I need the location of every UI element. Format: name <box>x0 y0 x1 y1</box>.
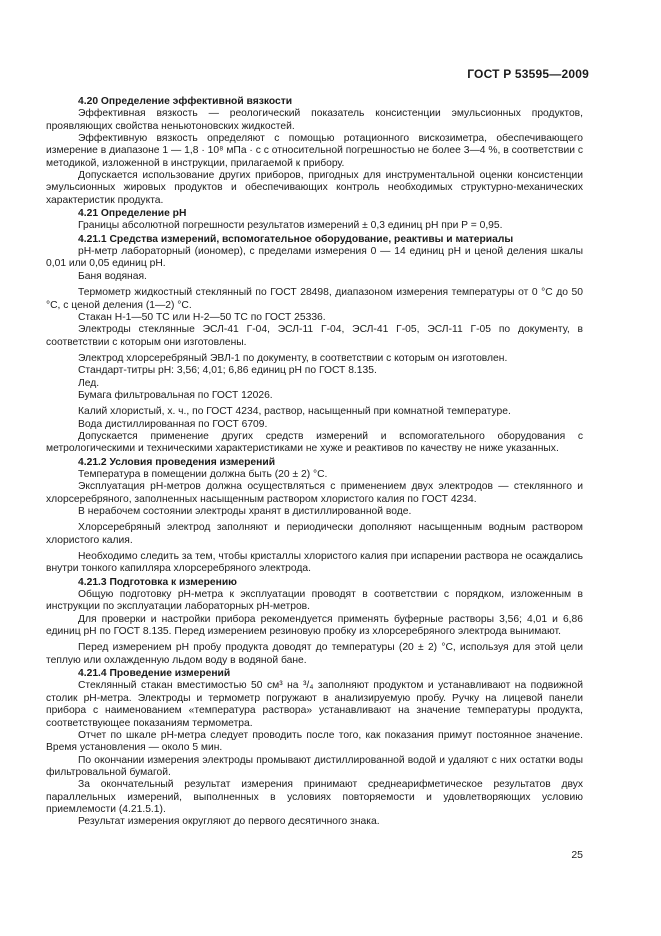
subsection-heading: 4.21.3 Подготовка к измерению <box>78 576 237 588</box>
paragraph: По окончании измерения электроды промывают дистиллированной водой и удаляют с них остатки воды фильтровальной бумагой. <box>46 754 583 778</box>
paragraph: Отчет по шкале pH-метра следует проводить после того, как показания примут постоянное значение. Время установления — около 5 мин. <box>46 729 583 754</box>
paragraph: Вода дистиллированная по ГОСТ 6709. <box>78 418 268 430</box>
section-heading: 4.20 Определение эффективной вязкости <box>78 96 293 107</box>
document-header: ГОСТ Р 53595—2009 <box>467 67 589 81</box>
paragraph: Температура в помещении должна быть (20 ± 2) °С. <box>78 468 328 480</box>
paragraph: pH-метр лабораторный (иономер), с пределами измерения 0 — 14 единиц pH и ценой деления шкалы 0,01 или 0,05 единиц pH. <box>46 246 583 270</box>
paragraph: Хлорсеребряный электрод заполняют и периодически дополняют насыщенным водным раствором хлористого калия. <box>46 522 583 546</box>
document-body <box>46 95 583 829</box>
paragraph: Эффективную вязкость определяют с помощью ротационного вискозиметра, обеспечивающего измерение в диапазоне 1 — 1,8 · 10⁸ мПа · с с относительной погрешностью не более 3—4 %, в соответствии с методикой, изложенной в инструкции, прилагаемой к прибору. <box>46 133 583 169</box>
paragraph: Бумага фильтровальная по ГОСТ 12026. <box>78 389 273 401</box>
subsection-heading: 4.21.1 Средства измерений, вспомогательное оборудование, реактивы и материалы <box>78 233 514 245</box>
paragraph: Эксплуатация pH-метров должна осуществляться с применением двух электродов — стеклянного и хлорсеребряного, заполненных насыщенным раствором хлористого калия по ГОСТ 4234. <box>46 481 583 505</box>
paragraph: В нерабочем состоянии электроды хранят в дистиллированной воде. <box>78 506 412 517</box>
subsection-heading: 4.21.4 Проведение измерений <box>78 668 231 680</box>
paragraph: Допускается использование других приборов, пригодных для инструментальной оценки консистенции эмульсионных жировых продуктов и обеспечивающих контроль необходимых структурно-механических характеристик продукта. <box>46 170 583 206</box>
paragraph: Результат измерения округляют до первого десятичного знака. <box>78 816 380 828</box>
paragraph: Термометр жидкостный стеклянный по ГОСТ 28498, диапазоном измерения температуры от 0 °С до 50 °С, с ценой деления (1—2) °С. <box>46 287 583 311</box>
paragraph: Баня водяная. <box>78 270 147 282</box>
section-heading: 4.21 Определение pH <box>78 208 187 220</box>
paragraph: Допускается применение других средств измерений и вспомогательного оборудования с метрологическими и техническими характеристиками не хуже и реактивов по качеству не ниже указанных. <box>46 430 583 455</box>
paragraph: Стандарт-титры pH: 3,56; 4,01; 6,86 единиц pH по ГОСТ 8.135. <box>78 365 377 377</box>
subsection-heading: 4.21.2 Условия проведения измерений <box>78 456 276 468</box>
paragraph: Общую подготовку pH-метра к эксплуатации проводят в соответствии с порядком, изложенным в инструкции по эксплуатации лабораторных pH-метров. <box>46 589 583 613</box>
paragraph: За окончательный результат измерения принимают среднеарифметическое результатов двух параллельных измерений, выполненных в условиях повторяемости и удовлетворяющих условию приемлемости (4.21.5.1). <box>46 779 583 815</box>
paragraph: Стеклянный стакан вместимостью 50 см³ на ³/₄ заполняют продуктом и устанавливают на подвижной столик pH-метра. Электроды и термометр погружают в анализируемую пробу. Ручку на лицевой панели прибора с наименованием «температура раствора» устанавливают на значение температуры продукта, соответствующее показаниям термометра. <box>46 680 583 729</box>
paragraph: Электрод хлорсеребряный ЭВЛ-1 по документу, в соответствии с которым он изготовлен. <box>78 352 508 364</box>
paragraph: Необходимо следить за тем, чтобы кристаллы хлористого калия при испарении раствора не осаждались внутри тонкого капилляра хлорсеребряного электрода. <box>46 551 583 575</box>
paragraph: Стакан Н-1—50 ТС или Н-2—50 ТС по ГОСТ 25336. <box>78 311 326 323</box>
paragraph: Калий хлористый, х. ч., по ГОСТ 4234, раствор, насыщенный при комнатной температуре. <box>78 406 511 418</box>
paragraph: Границы абсолютной погрешности результатов измерений ± 0,3 единиц pH при P = 0,95. <box>78 220 503 232</box>
page-number: 25 <box>571 849 583 861</box>
paragraph: Лед. <box>78 377 100 389</box>
paragraph: Для проверки и настройки прибора рекомендуется применять буферные растворы 3,56; 4,01 и 6,86 единиц pH по ГОСТ 8.135. Перед измерением резиновую пробку из хлорсеребряного электрода вынимают. <box>46 613 583 638</box>
paragraph: Перед измерением pH пробу продукта доводят до температуры (20 ± 2) °С, используя для этой цели теплую или охлажденную льдом воду в водяной бане. <box>46 642 583 666</box>
paragraph: Электроды стеклянные ЭСЛ-41 Г-04, ЭСЛ-11 Г-04, ЭСЛ-41 Г-05, ЭСЛ-11 Г-05 по документу, в соответствии с которым они изготовлены. <box>46 324 583 348</box>
paragraph: Эффективная вязкость — реологический показатель консистенции эмульсионных продуктов, проявляющих свойства неньютоновских жидкостей. <box>46 108 583 132</box>
